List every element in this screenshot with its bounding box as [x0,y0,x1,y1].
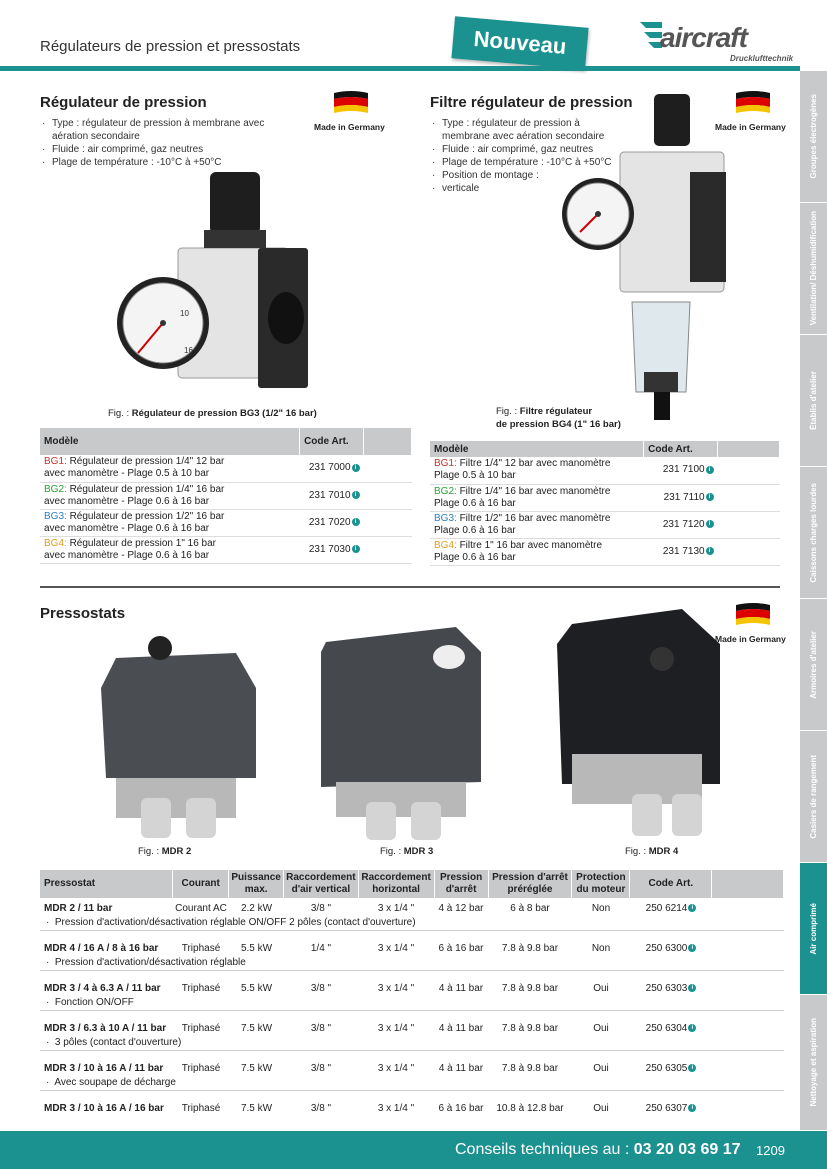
table-row: MDR 4 / 16 A / 8 à 16 bar Triphasé 5.5 kW 1/4 " 3 x 1/4 " 6 à 16 bar 7.8 à 9.8 bar Non 250 6300 i [40,940,784,956]
tab-ventilation[interactable]: Ventilation/ Déshumidification [800,203,827,335]
table-header: Modèle Code Art. [40,428,412,455]
table-row-description: · Pression d'activation/désactivation réglable ON/OFF 2 pôles (contact d'ouverture) [40,916,784,930]
filter-title: Filtre régulateur de pression [430,94,633,111]
made-in-germany-label: Made in Germany [715,634,786,644]
mdr3-image [316,622,486,844]
mdr2-caption: Fig. : MDR 2 [138,846,192,857]
filter-regulator-image [560,92,730,424]
table-row: MDR 3 / 4 à 6.3 A / 11 bar Triphasé 5.5 kW 3/8 " 3 x 1/4 " 4 à 11 bar 7.8 à 9.8 bar Oui 250 6303 i [40,980,784,996]
info-icon: i [352,491,360,499]
german-flag-icon [736,603,770,627]
list-item: · Fluide : air comprimé, gaz neutres [430,143,630,156]
info-icon: i [352,545,360,553]
info-icon: i [688,944,696,952]
footer-contact: Conseils techniques au : 03 20 03 69 17 [455,1141,741,1158]
sidebar [800,71,827,1131]
table-row-description: · Pression d'activation/désactivation réglable [40,956,784,970]
table-row: MDR 3 / 6.3 à 10 A / 11 bar Triphasé 7.5 kW 3/8 " 3 x 1/4 " 4 à 11 bar 7.8 à 9.8 bar Oui 250 6304 i [40,1020,784,1036]
info-icon: i [688,1104,696,1112]
svg-text:10: 10 [180,309,189,318]
page-number: 1209 [756,1143,785,1158]
info-icon: i [352,464,360,472]
table-row: BG2: Régulateur de pression 1/4" 16 bar avec manomètre - Plage 0.6 à 16 bar 231 7010 i [40,482,412,509]
tab-casiers[interactable]: Casiers de rangement [800,731,827,863]
info-icon: i [688,1064,696,1072]
list-item: · verticale [430,182,630,195]
mdr4-caption: Fig. : MDR 4 [625,846,679,857]
table-row: BG1: Filtre 1/4" 12 bar avec manomètre Plage 0.5 à 10 bar 231 7100 i [430,457,780,484]
list-item: · Position de montage : [430,169,630,182]
tab-nettoyage[interactable]: Nettoyage et aspiration [800,995,827,1131]
pressostats-title: Pressostats [40,605,126,622]
mdr4-image [552,604,724,840]
info-icon: i [688,904,696,912]
list-item: · Plage de température : -10°C à +50°C [430,156,630,169]
pressostat-table [40,870,784,898]
aircraft-logo-icon [640,22,662,50]
regulator-bullets [40,117,270,169]
info-icon: i [706,547,714,555]
footer [0,1131,827,1169]
tab-etablis[interactable]: Établis d'atelier [800,335,827,467]
made-in-germany-label: Made in Germany [314,122,385,132]
tab-caissons[interactable]: Caissons charges lourdes [800,467,827,599]
german-flag-icon [736,91,770,115]
table-header: Pressostat Courant Puissance max. Raccordement d'air vertical Raccordement horizontal Pression d'arrêt Pression d'arrêt préréglée Protection du moteur Code Art. [40,870,784,898]
regulator-image [108,168,323,398]
table-row: MDR 3 / 10 à 16 A / 16 bar Triphasé 7.5 kW 3/8 " 3 x 1/4 " 6 à 16 bar 10.8 à 12.8 bar Oui 250 6307 i [40,1100,784,1116]
table-row: MDR 3 / 10 à 16 A / 11 bar Triphasé 7.5 kW 3/8 " 3 x 1/4 " 4 à 11 bar 7.8 à 9.8 bar Oui 250 6305 i [40,1060,784,1076]
section-divider [40,586,780,588]
brand-logo: aircraft [660,22,747,53]
tab-groupes-electrogenes[interactable]: Groupes électrogènes [800,71,827,203]
table-row: BG4: Filtre 1" 16 bar avec manomètre Plage 0.6 à 16 bar 231 7130 i [430,538,780,565]
table-row: MDR 2 / 11 bar Courant AC 2.2 kW 3/8 " 3 x 1/4 " 4 à 12 bar 6 à 8 bar Non 250 6214 i [40,900,784,916]
list-item: · Type : régulateur de pression à membrane avec aération secondaire [40,117,270,143]
info-icon: i [352,518,360,526]
pressostat-table-body [40,900,784,1116]
header-rule [0,66,800,71]
page-title: Régulateurs de pression et pressostats [40,38,301,55]
list-item: · Plage de température : -10°C à +50°C [40,156,270,169]
table-row: BG2: Filtre 1/4" 16 bar avec manomètre Plage 0.6 à 16 bar 231 7110 i [430,484,780,511]
mdr2-image [96,628,261,843]
svg-text:16: 16 [184,346,193,355]
made-in-germany-label: Made in Germany [715,122,786,132]
table-row: BG3: Régulateur de pression 1/2" 16 bar avec manomètre - Plage 0.6 à 16 bar 231 7020 i [40,509,412,536]
mdr3-caption: Fig. : MDR 3 [380,846,434,857]
info-icon: i [688,984,696,992]
svg-text:bar: bar [158,363,169,370]
regulator-table [40,428,412,564]
table-row: BG3: Filtre 1/2" 16 bar avec manomètre Plage 0.6 à 16 bar 231 7120 i [430,511,780,538]
list-item: · Fluide : air comprimé, gaz neutres [40,143,270,156]
info-icon: i [706,520,714,528]
tab-armoires[interactable]: Armoires d'atelier [800,599,827,731]
tab-air-comprime[interactable]: Air comprimé [800,863,827,995]
table-row: BG1: Régulateur de pression 1/4" 12 bar avec manomètre - Plage 0.5 à 10 bar 231 7000 i [40,455,412,482]
filter-table [430,441,780,566]
table-row: BG4: Régulateur de pression 1" 16 bar avec manomètre - Plage 0.6 à 16 bar 231 7030 i [40,536,412,563]
brand-subtitle: Drucklufttechnik [730,54,794,63]
list-item: · Type : régulateur de pression à membrane avec aération secondaire [430,117,630,143]
nouveau-badge: Nouveau [451,16,588,70]
table-row-description: · Avec soupape de décharge [40,1076,784,1090]
info-icon: i [706,466,714,474]
table-header: Modèle Code Art. [430,441,780,457]
regulator-fig-caption: Fig. : Régulateur de pression BG3 (1/2" 16 bar) [108,408,317,419]
filter-fig-caption: Fig. : Filtre régulateur de pression BG4 (1" 16 bar) [496,406,621,430]
regulator-title: Régulateur de pression [40,94,207,111]
info-icon: i [706,493,714,501]
table-row-description: · 3 pôles (contact d'ouverture) [40,1036,784,1050]
table-row-description: · Fonction ON/OFF [40,996,784,1010]
german-flag-icon [334,91,368,115]
info-icon: i [688,1024,696,1032]
